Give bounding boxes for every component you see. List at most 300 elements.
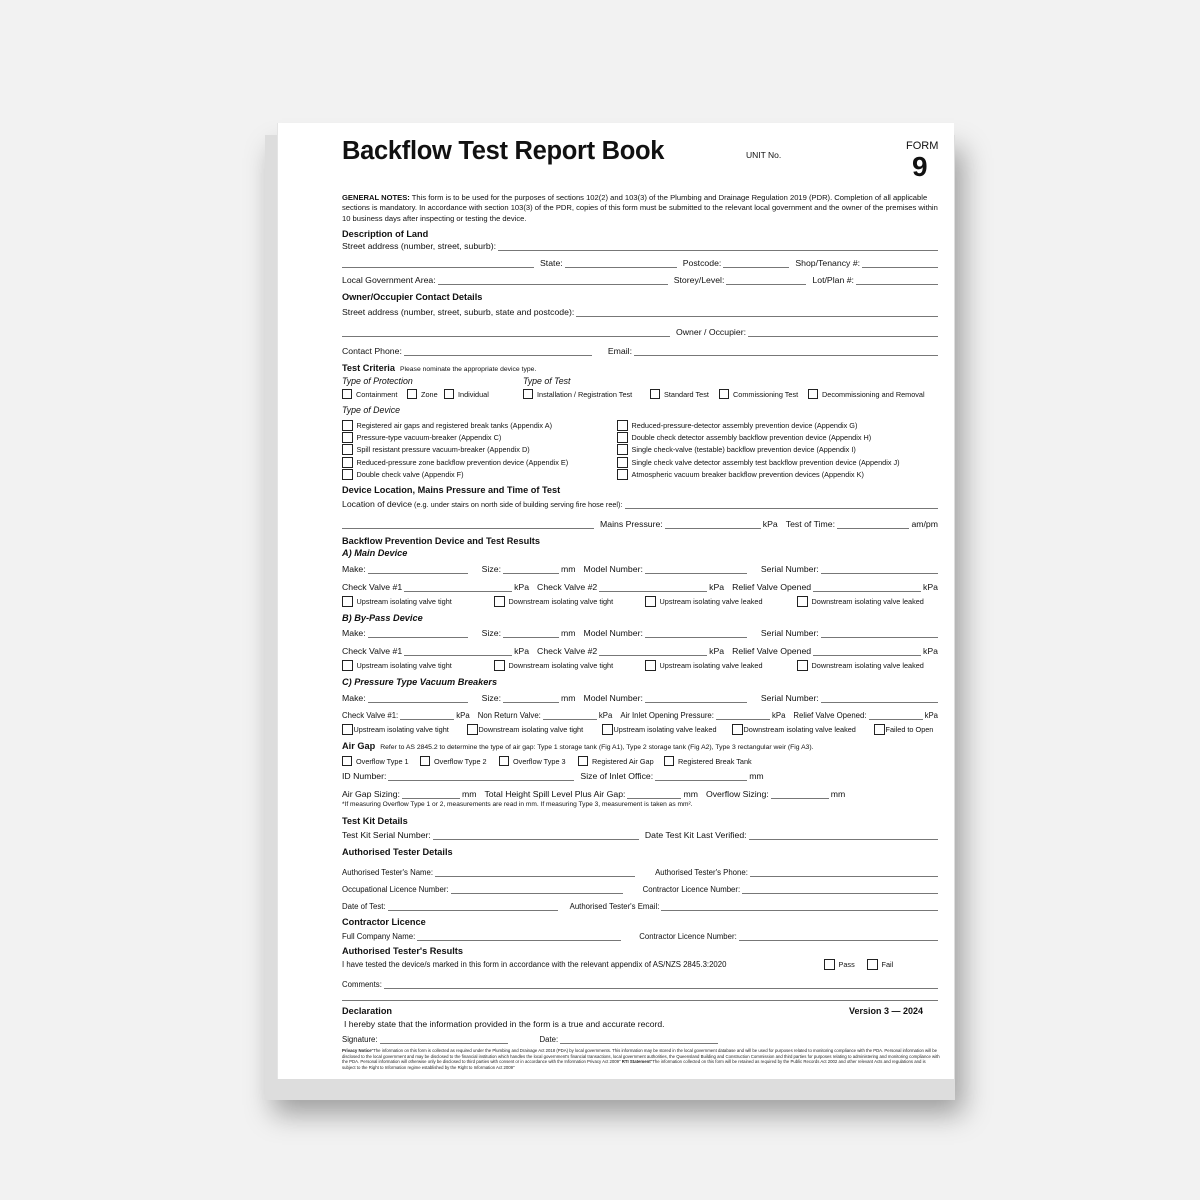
rti-text: "The information collected on this form will be retained as required by the Public Records Act 2002 and other relevant Acts and regulations and is subject to the Right to Information regime established by the Right to Information Act 2009" bbox=[342, 1059, 926, 1070]
airgap-id-label: ID Number: bbox=[342, 771, 387, 781]
checkbox-box[interactable] bbox=[444, 389, 454, 399]
tester-date-label: Date of Test: bbox=[342, 902, 386, 911]
land-street-row bbox=[342, 239, 938, 251]
declaration-text: I hereby state that the information provided in the form is a true and accurate record. bbox=[344, 1019, 665, 1029]
airgap-overflow-label: Overflow Sizing: bbox=[705, 789, 769, 799]
kit-verified-label: Date Test Kit Last Verified: bbox=[644, 830, 747, 840]
contractor-row bbox=[342, 929, 938, 941]
bypass-serial-label: Serial Number: bbox=[760, 628, 819, 638]
checkbox-label: Individual bbox=[458, 389, 489, 399]
airgap-id-row bbox=[342, 769, 938, 781]
airgap-sizing-field[interactable] bbox=[402, 789, 460, 799]
time-of-test-label: Test of Time: bbox=[785, 519, 835, 529]
general-notes-heading: GENERAL NOTES: bbox=[342, 193, 410, 202]
checkbox-label: Zone bbox=[421, 389, 438, 399]
comments-row bbox=[342, 977, 938, 989]
checkbox-label: Double check valve (Appendix F) bbox=[356, 469, 464, 479]
checkbox-label: Reduced-pressure-detector assembly prevention device (Appendix G) bbox=[631, 420, 858, 430]
pvb-inlet-label: Air Inlet Opening Pressure: bbox=[620, 711, 714, 720]
device-appendix-h-checkbox[interactable] bbox=[617, 432, 871, 443]
bypass-cv1-label: Check Valve #1 bbox=[342, 646, 403, 656]
device-appendix-a-checkbox[interactable] bbox=[342, 420, 552, 431]
checkbox-box[interactable] bbox=[732, 724, 743, 735]
bypass-size-field[interactable] bbox=[503, 628, 559, 638]
main-upstream-tight-checkbox[interactable] bbox=[342, 596, 452, 607]
airgap-type1-checkbox[interactable] bbox=[342, 756, 409, 766]
location-label: Location of device bbox=[342, 499, 413, 509]
bypass-device-heading: B) By-Pass Device bbox=[342, 613, 423, 623]
unit-number-label: UNIT No. bbox=[746, 150, 782, 160]
mains-row bbox=[342, 517, 938, 529]
checkbox-label: Downstream isolating valve tight bbox=[508, 596, 614, 606]
location-heading: Device Location, Mains Pressure and Time of Test bbox=[342, 485, 561, 495]
pvb-downstream-leaked-checkbox[interactable] bbox=[732, 724, 856, 735]
checkbox-label: Standard Test bbox=[664, 389, 709, 399]
airgap-inlet-unit: mm bbox=[749, 771, 764, 781]
tester-email-field[interactable] bbox=[661, 901, 938, 911]
checkbox-label: Upstream isolating valve tight bbox=[353, 724, 449, 734]
tester-licence-row bbox=[342, 882, 938, 894]
bypass-cv2-unit: kPa bbox=[709, 646, 725, 656]
device-appendix-d-checkbox[interactable] bbox=[342, 444, 530, 455]
airgap-sizing-row bbox=[342, 787, 938, 799]
land-state-label: State: bbox=[540, 258, 563, 268]
bypass-cv2-field[interactable] bbox=[599, 646, 707, 656]
main-downstream-tight-checkbox[interactable] bbox=[494, 596, 613, 607]
pvb-relief-unit: kPa bbox=[924, 711, 938, 720]
checkbox-box[interactable] bbox=[494, 660, 505, 671]
checkbox-label: Commissioning Test bbox=[733, 389, 799, 399]
checkbox-label: Upstream isolating valve tight bbox=[356, 660, 452, 670]
airgap-heading-text: Air Gap bbox=[342, 741, 376, 751]
location-hint: (e.g. under stairs on north side of building serving fire hose reel): bbox=[414, 500, 623, 509]
pvb-make-label: Make: bbox=[342, 693, 366, 703]
tester-date-row bbox=[342, 899, 938, 911]
time-of-test-field[interactable] bbox=[837, 519, 909, 529]
pvb-serial-field[interactable] bbox=[821, 693, 938, 703]
checkbox-box[interactable] bbox=[342, 469, 353, 480]
result-pass-checkbox[interactable] bbox=[824, 959, 855, 970]
kit-serial-label: Test Kit Serial Number: bbox=[342, 830, 431, 840]
checkbox-box[interactable] bbox=[867, 959, 878, 970]
bypass-relief-label: Relief Valve Opened bbox=[732, 646, 812, 656]
device-appendix-c-checkbox[interactable] bbox=[342, 432, 501, 443]
checkbox-label: Downstream isolating valve leaked bbox=[811, 596, 924, 606]
airgap-overflow-field[interactable] bbox=[771, 789, 829, 799]
owner-contact-row bbox=[342, 344, 938, 356]
protection-heading: Type of Protection bbox=[342, 376, 413, 386]
criteria-note: Please nominate the appropriate device type. bbox=[399, 366, 537, 373]
checkbox-label: Overflow Type 3 bbox=[513, 756, 566, 766]
bypass-serial-field[interactable] bbox=[821, 628, 938, 638]
checkbox-label: Pass bbox=[838, 959, 855, 969]
land-lga-field[interactable] bbox=[438, 275, 668, 285]
checkbox-box[interactable] bbox=[342, 457, 353, 468]
owner-heading: Owner/Occupier Contact Details bbox=[342, 292, 483, 302]
bypass-cv2-label: Check Valve #2 bbox=[537, 646, 598, 656]
device-appendix-g-checkbox[interactable] bbox=[617, 420, 857, 431]
checkbox-label: Fail bbox=[881, 959, 894, 969]
owner-phone-label: Contact Phone: bbox=[342, 346, 402, 356]
pvb-relief-label: Relief Valve Opened: bbox=[793, 711, 867, 720]
main-relief-unit: kPa bbox=[923, 582, 938, 592]
checkbox-box[interactable] bbox=[342, 432, 353, 443]
bypass-make-label: Make: bbox=[342, 628, 366, 638]
signature-field[interactable] bbox=[380, 1034, 508, 1044]
checkbox-label: Reduced-pressure zone backflow prevention device (Appendix E) bbox=[356, 457, 569, 467]
main-cv1-field[interactable] bbox=[404, 582, 512, 592]
owner-street-label: Street address (number, street, suburb, state and postcode): bbox=[342, 307, 575, 317]
main-size-label: Size: bbox=[481, 564, 501, 574]
checkbox-box[interactable] bbox=[420, 756, 430, 766]
checkbox-label: Installation / Registration Test bbox=[537, 389, 633, 399]
airgap-inlet-field[interactable] bbox=[655, 771, 747, 781]
checkbox-label: Overflow Type 2 bbox=[434, 756, 487, 766]
checkbox-box[interactable] bbox=[494, 596, 505, 607]
bypass-make-field[interactable] bbox=[368, 628, 468, 638]
checkbox-box[interactable] bbox=[617, 469, 628, 480]
airgap-sizing-label: Air Gap Sizing: bbox=[342, 789, 400, 799]
checkbox-box[interactable] bbox=[342, 444, 353, 455]
land-lga-row bbox=[342, 273, 938, 285]
pvb-inlet-unit: kPa bbox=[771, 711, 786, 720]
land-lot-label: Lot/Plan #: bbox=[812, 275, 854, 285]
bypass-size-label: Size: bbox=[481, 628, 501, 638]
airgap-sizing-unit: mm bbox=[461, 789, 477, 799]
contractor-number-label: Contractor Licence Number: bbox=[639, 932, 737, 941]
pvb-size-label: Size: bbox=[481, 693, 501, 703]
pvb-info-row bbox=[342, 691, 938, 703]
bypass-upstream-tight-checkbox[interactable] bbox=[342, 660, 452, 671]
test-commissioning-checkbox[interactable] bbox=[719, 389, 798, 399]
checkbox-box[interactable] bbox=[617, 457, 628, 468]
main-downstream-leaked-checkbox[interactable] bbox=[797, 596, 924, 607]
pvb-cv1-label: Check Valve #1: bbox=[342, 711, 399, 720]
main-cv2-unit: kPa bbox=[709, 582, 725, 592]
airgap-heading bbox=[342, 741, 814, 751]
protection-zone-checkbox[interactable] bbox=[407, 389, 438, 399]
airgap-type3-checkbox[interactable] bbox=[499, 756, 566, 766]
bypass-valve-row bbox=[342, 644, 938, 656]
main-upstream-leaked-checkbox[interactable] bbox=[645, 596, 763, 607]
form-number: 9 bbox=[912, 151, 928, 182]
airgap-spill-label: Total Height Spill Level Plus Air Gap: bbox=[484, 789, 626, 799]
checkbox-box[interactable] bbox=[617, 432, 628, 443]
checkbox-label: Downstream isolating valve tight bbox=[508, 660, 614, 670]
checkbox-label: Registered Air Gap bbox=[592, 756, 654, 766]
pvb-upstream-tight-checkbox[interactable] bbox=[342, 724, 449, 735]
pvb-valve-row bbox=[342, 708, 938, 720]
checkbox-label: Double check detector assembly backflow prevention device (Appendix H) bbox=[631, 432, 872, 442]
checkbox-box[interactable] bbox=[523, 389, 533, 399]
checkbox-box[interactable] bbox=[342, 596, 353, 607]
protection-individual-checkbox[interactable] bbox=[444, 389, 489, 399]
bypass-cv1-field[interactable] bbox=[404, 646, 512, 656]
bypass-relief-field[interactable] bbox=[813, 646, 921, 656]
tester-heading: Authorised Tester Details bbox=[342, 847, 453, 857]
main-relief-field[interactable] bbox=[813, 582, 921, 592]
checkbox-box[interactable] bbox=[499, 756, 509, 766]
pvb-failed-to-open-checkbox[interactable] bbox=[874, 724, 933, 735]
checkbox-box[interactable] bbox=[617, 420, 628, 431]
checkbox-box[interactable] bbox=[342, 756, 352, 766]
checkbox-label: Single check valve detector assembly test backflow prevention device (Appendix J) bbox=[631, 457, 900, 467]
tester-phone-label: Authorised Tester's Phone: bbox=[655, 868, 748, 877]
signature-label: Signature: bbox=[342, 1035, 378, 1044]
mains-pressure-field[interactable] bbox=[665, 519, 761, 529]
test-decommissioning-checkbox[interactable] bbox=[808, 389, 925, 399]
pvb-size-unit: mm bbox=[561, 693, 576, 703]
tester-name-label: Authorised Tester's Name: bbox=[342, 868, 434, 877]
land-shop-label: Shop/Tenancy #: bbox=[795, 258, 861, 268]
bypass-downstream-leaked-checkbox[interactable] bbox=[797, 660, 924, 671]
tester-contractor-licence-label: Contractor Licence Number: bbox=[642, 885, 741, 894]
tester-name-field[interactable] bbox=[435, 867, 635, 877]
pvb-upstream-leaked-checkbox[interactable] bbox=[602, 724, 717, 735]
mains-pressure-label: Mains Pressure: bbox=[600, 519, 663, 529]
bypass-cv1-unit: kPa bbox=[514, 646, 530, 656]
pvb-relief-field[interactable] bbox=[869, 710, 923, 720]
airgap-break-tank-checkbox[interactable] bbox=[664, 756, 752, 766]
signature-row bbox=[342, 1032, 718, 1044]
main-size-field[interactable] bbox=[503, 564, 559, 574]
land-shop-field[interactable] bbox=[862, 258, 938, 268]
tester-licence-label: Occupational Licence Number: bbox=[342, 885, 449, 894]
pvb-nonreturn-label: Non Return Valve: bbox=[477, 711, 541, 720]
device-appendix-k-checkbox[interactable] bbox=[617, 469, 864, 480]
main-make-label: Make: bbox=[342, 564, 366, 574]
bypass-model-label: Model Number: bbox=[583, 628, 643, 638]
checkbox-box[interactable] bbox=[578, 756, 588, 766]
land-postcode-label: Postcode: bbox=[682, 258, 722, 268]
results-heading: Backflow Prevention Device and Test Results bbox=[342, 536, 540, 546]
airgap-id-field[interactable] bbox=[388, 771, 574, 781]
checkbox-box[interactable] bbox=[650, 389, 660, 399]
declaration-date-field[interactable] bbox=[560, 1034, 718, 1044]
owner-email-field[interactable] bbox=[634, 346, 938, 356]
protection-containment-checkbox[interactable] bbox=[342, 389, 397, 399]
time-ampm-unit: am/pm bbox=[911, 519, 938, 529]
main-model-label: Model Number: bbox=[583, 564, 643, 574]
general-notes-text: This form is to be used for the purposes of sections 102(2) and 103(3) of the Plumbing and Drainage Regulation 2019 (PDR). Completion of all applicable sections is mandatory. In accordance with section 103(3) of the PDR, copies of this form must be submitted to the relevant local government and the owner of the premises within 10 business days after inspecting or testing the device. bbox=[342, 193, 938, 223]
land-state-field[interactable] bbox=[565, 258, 677, 268]
test-installation-checkbox[interactable] bbox=[523, 389, 632, 399]
airgap-overflow-unit: mm bbox=[830, 789, 846, 799]
location-row bbox=[342, 497, 938, 509]
location-line2-field[interactable] bbox=[342, 519, 594, 529]
contractor-heading: Contractor Licence bbox=[342, 917, 426, 927]
contractor-company-label: Full Company Name: bbox=[342, 932, 416, 941]
checkbox-box[interactable] bbox=[342, 420, 353, 431]
pvb-inlet-field[interactable] bbox=[716, 710, 770, 720]
checkbox-box[interactable] bbox=[808, 389, 818, 399]
privacy-notice bbox=[342, 1048, 940, 1070]
pvb-downstream-tight-checkbox[interactable] bbox=[467, 724, 583, 735]
bypass-device-info-row bbox=[342, 626, 938, 638]
main-size-unit: mm bbox=[561, 564, 576, 574]
checkbox-label: Downstream isolating valve tight bbox=[478, 724, 584, 734]
airgap-inlet-label: Size of Inlet Office: bbox=[580, 771, 654, 781]
land-heading: Description of Land bbox=[342, 229, 429, 239]
land-storey-field[interactable] bbox=[726, 275, 806, 285]
result-fail-checkbox[interactable] bbox=[867, 959, 893, 970]
checkbox-box[interactable] bbox=[467, 724, 478, 735]
main-valve-row bbox=[342, 580, 938, 592]
bypass-upstream-leaked-checkbox[interactable] bbox=[645, 660, 763, 671]
checkbox-box[interactable] bbox=[824, 959, 835, 970]
checkbox-label: Downstream isolating valve leaked bbox=[743, 724, 856, 734]
owner-email-label: Email: bbox=[607, 346, 633, 356]
bypass-downstream-tight-checkbox[interactable] bbox=[494, 660, 613, 671]
main-make-field[interactable] bbox=[368, 564, 468, 574]
airgap-registered-checkbox[interactable] bbox=[578, 756, 654, 766]
checkbox-box[interactable] bbox=[602, 724, 613, 735]
checkbox-label: Spill resistant pressure vacuum-breaker (Appendix D) bbox=[356, 444, 530, 454]
comments-label: Comments: bbox=[342, 980, 382, 989]
land-street-field[interactable] bbox=[498, 241, 938, 251]
comments-field[interactable] bbox=[384, 979, 938, 989]
checkbox-box[interactable] bbox=[645, 596, 656, 607]
main-device-heading: A) Main Device bbox=[342, 548, 408, 558]
kit-verified-field[interactable] bbox=[749, 830, 938, 840]
airgap-spill-unit: mm bbox=[683, 789, 698, 799]
checkbox-box[interactable] bbox=[617, 444, 628, 455]
main-cv2-field[interactable] bbox=[599, 582, 707, 592]
tester-phone-field[interactable] bbox=[750, 867, 938, 877]
test-type-heading: Type of Test bbox=[523, 376, 571, 386]
pvb-serial-label: Serial Number: bbox=[760, 693, 819, 703]
pvb-cv1-field[interactable] bbox=[400, 710, 454, 720]
version-label: Version 3 — 2024 bbox=[849, 1006, 924, 1016]
owner-occupier-field[interactable] bbox=[748, 327, 938, 337]
checkbox-box[interactable] bbox=[719, 389, 729, 399]
form-page bbox=[277, 123, 954, 1079]
mains-kpa-unit: kPa bbox=[762, 519, 778, 529]
checkbox-box[interactable] bbox=[797, 660, 808, 671]
checkbox-label: Containment bbox=[356, 389, 398, 399]
criteria-heading-text: Test Criteria bbox=[342, 363, 395, 373]
kit-row bbox=[342, 828, 938, 840]
checkbox-label: Pressure-type vacuum-breaker (Appendix C) bbox=[356, 432, 502, 442]
owner-occupier-row bbox=[342, 325, 938, 337]
device-appendix-e-checkbox[interactable] bbox=[342, 457, 568, 468]
land-street-line2-field[interactable] bbox=[342, 258, 534, 268]
main-cv1-label: Check Valve #1 bbox=[342, 582, 403, 592]
owner-phone-field[interactable] bbox=[404, 346, 592, 356]
land-lga-label: Local Government Area: bbox=[342, 275, 436, 285]
main-cv1-unit: kPa bbox=[514, 582, 530, 592]
checkbox-label: Upstream isolating valve leaked bbox=[613, 724, 717, 734]
airgap-type2-checkbox[interactable] bbox=[420, 756, 487, 766]
checkbox-label: Failed to Open bbox=[885, 724, 934, 734]
rti-label: RTI Statement bbox=[621, 1059, 651, 1065]
airgap-footnote: *If measuring Overflow Type 1 or 2, measurements are read in mm. If measuring Type 3, measurement is taken as mm². bbox=[342, 801, 693, 808]
checkbox-label: Upstream isolating valve leaked bbox=[659, 660, 763, 670]
pvb-nonreturn-field[interactable] bbox=[543, 710, 597, 720]
declaration-heading: Declaration bbox=[342, 1006, 393, 1016]
checkbox-box[interactable] bbox=[874, 724, 885, 735]
land-lot-field[interactable] bbox=[856, 275, 938, 285]
comments-row-2 bbox=[342, 989, 938, 1001]
pvb-size-field[interactable] bbox=[503, 693, 559, 703]
airgap-spill-field[interactable] bbox=[627, 789, 681, 799]
location-field[interactable] bbox=[625, 499, 938, 509]
land-storey-label: Storey/Level: bbox=[673, 275, 725, 285]
checkbox-box[interactable] bbox=[342, 660, 353, 671]
kit-heading: Test Kit Details bbox=[342, 816, 408, 826]
device-appendix-j-checkbox[interactable] bbox=[617, 457, 900, 468]
checkbox-label: Registered air gaps and registered break tanks (Appendix A) bbox=[356, 420, 553, 430]
bypass-model-field[interactable] bbox=[645, 628, 747, 638]
tester-date-field[interactable] bbox=[388, 901, 558, 911]
tester-results-heading: Authorised Tester's Results bbox=[342, 946, 463, 956]
checkbox-label: Upstream isolating valve tight bbox=[356, 596, 452, 606]
owner-occupier-label: Owner / Occupier: bbox=[676, 327, 747, 337]
main-serial-field[interactable] bbox=[821, 564, 938, 574]
checkbox-box[interactable] bbox=[797, 596, 808, 607]
pvb-model-field[interactable] bbox=[645, 693, 747, 703]
comments-field-line2[interactable] bbox=[342, 991, 938, 1001]
main-cv2-label: Check Valve #2 bbox=[537, 582, 598, 592]
checkbox-label: Registered Break Tank bbox=[678, 756, 752, 766]
checkbox-box[interactable] bbox=[645, 660, 656, 671]
tester-licence-field[interactable] bbox=[451, 884, 623, 894]
tester-contractor-licence-field[interactable] bbox=[742, 884, 938, 894]
checkbox-box[interactable] bbox=[407, 389, 417, 399]
pvb-model-label: Model Number: bbox=[583, 693, 643, 703]
checkbox-label: Downstream isolating valve leaked bbox=[811, 660, 924, 670]
general-notes bbox=[342, 193, 940, 224]
land-postcode-field[interactable] bbox=[723, 258, 789, 268]
airgap-note: Refer to AS 2845.2 to determine the type of air gap: Type 1 storage tank (Fig A1), Type 2 storage tank (Fig A2), Type 3 rectangular weir (Fig A3). bbox=[380, 744, 814, 751]
checkbox-label: Overflow Type 1 bbox=[356, 756, 409, 766]
device-appendix-i-checkbox[interactable] bbox=[617, 444, 856, 455]
tester-results-statement: I have tested the device/s marked in this form in accordance with the relevant appendix of AS/NZS 2845.3:2020 bbox=[342, 960, 727, 969]
main-device-info-row bbox=[342, 562, 938, 574]
owner-street-row bbox=[342, 305, 938, 317]
checkbox-box[interactable] bbox=[342, 389, 352, 399]
land-street-label: Street address (number, street, suburb): bbox=[342, 241, 497, 251]
device-appendix-f-checkbox[interactable] bbox=[342, 469, 464, 480]
form-title: Backflow Test Report Book bbox=[342, 137, 665, 165]
checkbox-label: Atmospheric vacuum breaker backflow prevention devices (Appendix K) bbox=[631, 469, 864, 479]
device-type-heading: Type of Device bbox=[342, 405, 401, 415]
pvb-heading: C) Pressure Type Vacuum Breakers bbox=[342, 677, 498, 687]
test-standard-checkbox[interactable] bbox=[650, 389, 709, 399]
privacy-text: "The information on this form is collected as required under the Plumbing and Drainage Act 2018 (PDA) by local governments. This information may be stored in the local government database and will be used for purposes related to monitoring compliance with the PDA. Personal information will be disclosed to the local government and may be disclosed to the financial institution which handles the local government's financial transactions, local government authorities, the Queensland Building and Construction Commission and third parties for purposes relating to administering and monitoring compliance with the PDA. Personal information will otherwise only be disclosed to third parties with consent or in accordance with the Information Privacy Act 2009" bbox=[342, 1048, 940, 1065]
checkbox-box[interactable] bbox=[342, 724, 353, 735]
pvb-cv1-unit: kPa bbox=[456, 711, 470, 720]
criteria-heading bbox=[342, 363, 536, 373]
kit-serial-field[interactable] bbox=[433, 830, 639, 840]
main-model-field[interactable] bbox=[645, 564, 747, 574]
contractor-company-field[interactable] bbox=[417, 931, 621, 941]
pvb-make-field[interactable] bbox=[368, 693, 468, 703]
owner-street-line2-field[interactable] bbox=[342, 327, 670, 337]
checkbox-box[interactable] bbox=[664, 756, 674, 766]
land-state-row bbox=[342, 256, 938, 268]
checkbox-label: Decommissioning and Removal bbox=[822, 389, 925, 399]
contractor-number-field[interactable] bbox=[739, 931, 938, 941]
tester-email-label: Authorised Tester's Email: bbox=[569, 902, 660, 911]
privacy-label: Privacy Notice bbox=[342, 1048, 372, 1053]
main-relief-label: Relief Valve Opened bbox=[732, 582, 812, 592]
bypass-relief-unit: kPa bbox=[923, 646, 938, 656]
tester-name-row bbox=[342, 865, 938, 877]
pvb-nonreturn-unit: kPa bbox=[598, 711, 613, 720]
form-label: FORM bbox=[906, 140, 939, 152]
owner-street-field[interactable] bbox=[576, 307, 938, 317]
